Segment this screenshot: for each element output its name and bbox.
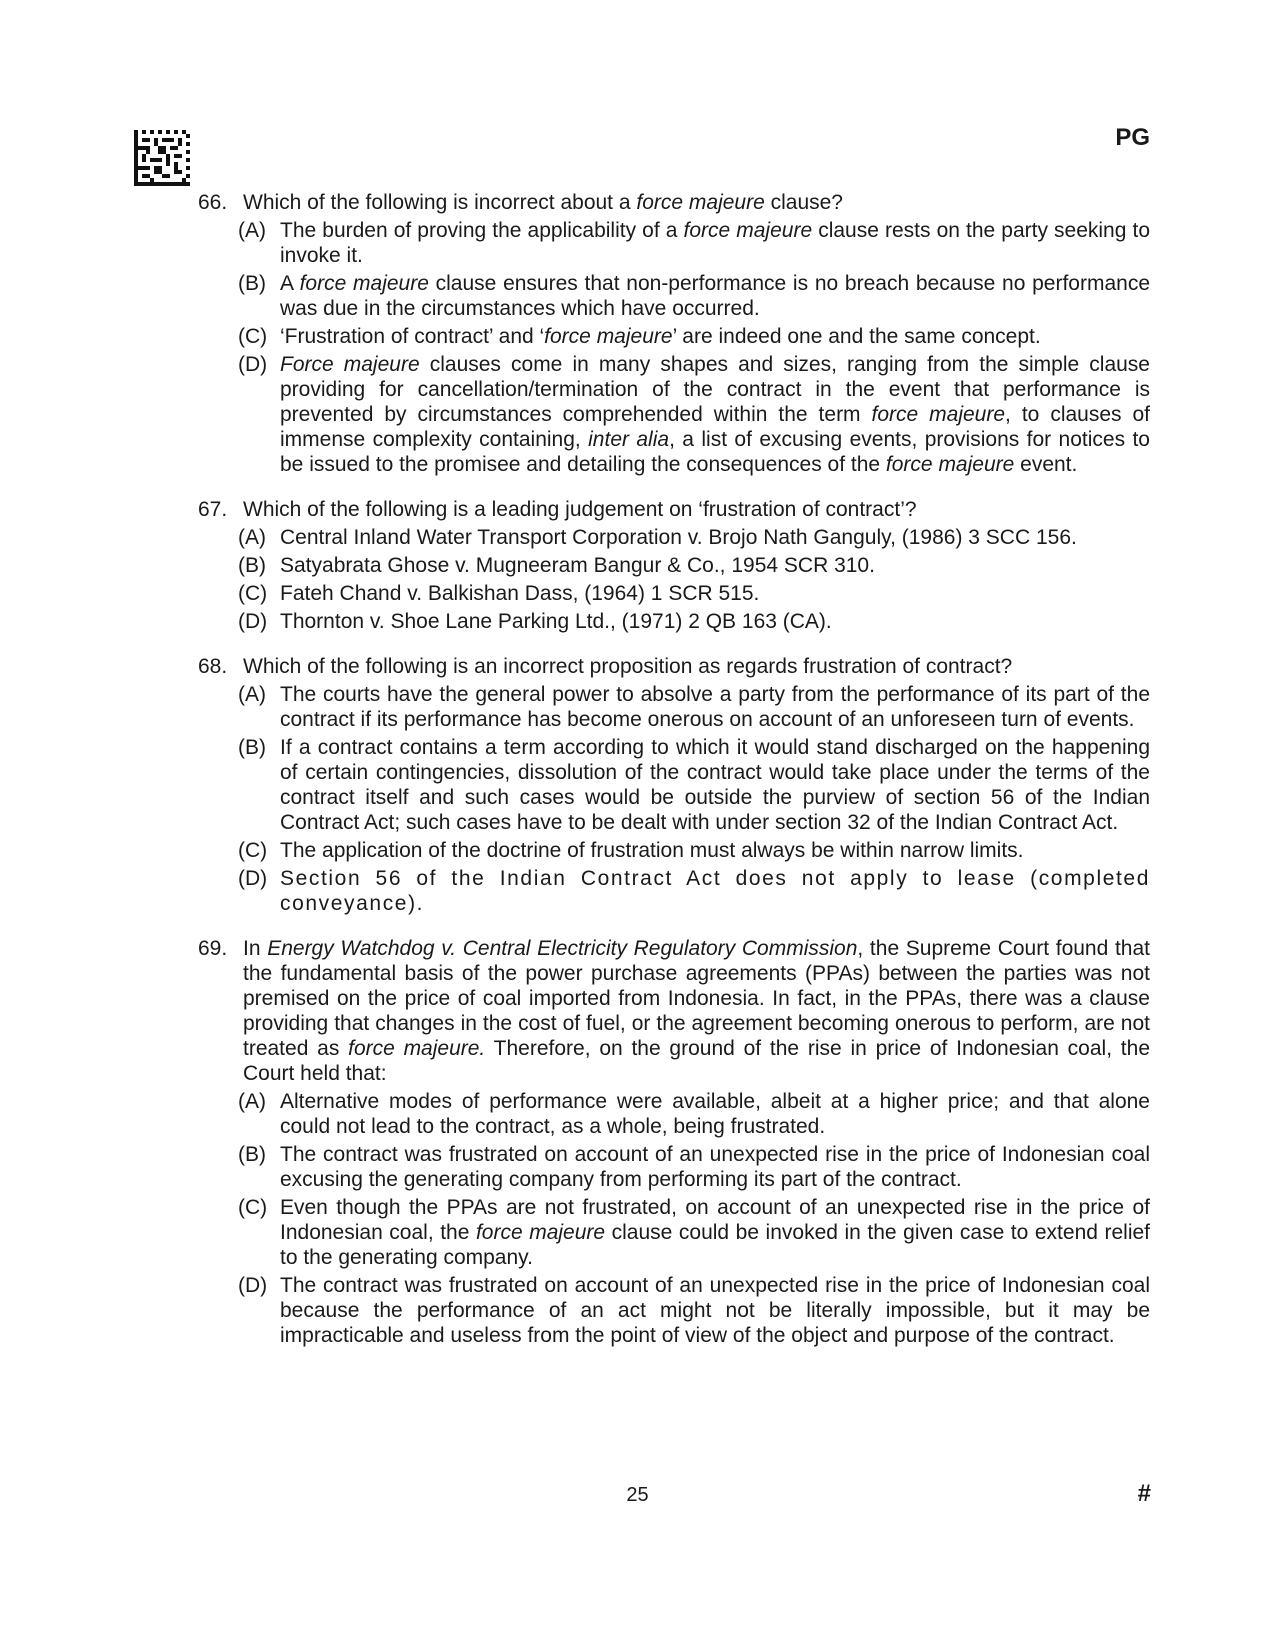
question-stem [198,190,1150,215]
option-text [280,525,1150,550]
text-run: Satyabrata Ghose v. Mugneeram Bangur & Co., 1954 SCR 310. [280,554,875,577]
option-text [280,1195,1150,1270]
question-number: 69. [198,937,228,960]
text-run: Fateh Chand v. Balkishan Dass, (1964) 1 SCR 515. [280,582,760,605]
question-list [198,190,1150,1368]
text-run: Which of the following is an incorrect proposition as regards frustration of contract? [243,655,1013,678]
option-text [280,553,1150,578]
option-text [280,866,1150,916]
option-text [280,218,1150,268]
option-c [238,324,1150,349]
series-code: PG [1115,124,1150,151]
italic-text: force majeure [683,219,813,242]
text-run: The application of the doctrine of frustration must always be within narrow limits. [280,839,1024,862]
text-run: Therefore, on the ground of the rise in price of Indonesian coal, the Court held that: [243,1037,1150,1085]
text-run: ’ are indeed one and the same concept. [672,325,1041,348]
question-69 [198,936,1150,1348]
option-label: (B) [238,1143,266,1166]
text-run: Thornton v. Shoe Lane Parking Ltd., (1971) 2 QB 163 (CA). [280,610,832,633]
option-list [238,682,1150,916]
italic-text: force majeure [871,403,1006,426]
italic-text: force majeure [544,325,673,348]
italic-text: force majeure [885,453,1015,476]
option-label: (B) [238,272,266,295]
option-label: (D) [238,610,268,633]
italic-text: inter alia [588,428,670,451]
option-label: (C) [238,325,268,348]
option-text [280,352,1150,477]
text-run: If a contract contains a term according to which it would stand discharged on the happening of certain contingencies, dissolution of the contract would take place under the terms of the contract itself and such cases would be outside the purview of section 56 of the Indian Contract Act; such cases have to be dealt with under section 32 of the Indian Contract Act. [280,736,1150,834]
option-b [238,1142,1150,1192]
option-list [238,525,1150,634]
question-stem [198,936,1150,1086]
option-list [238,1089,1150,1348]
option-label: (A) [238,1090,266,1113]
italic-text: force majeure [636,191,765,214]
option-label: (D) [238,867,268,890]
text-run: Section 56 of the Indian Contract Act does not apply to lease (completed conveyance). [280,867,1150,915]
text-run: The courts have the general power to absolve a party from the performance of its part of the contract if its performance has become onerous on account of an unforeseen turn of events. [280,683,1150,731]
option-d [238,352,1150,477]
italic-text: force majeure [475,1221,606,1244]
option-text [280,838,1150,863]
question-text [243,497,1150,522]
option-text [280,1089,1150,1139]
option-text [280,581,1150,606]
text-run: , the Supreme Court found that the fundamental basis of the power purchase agreements (PPAs) between the parties was not premised on the price of coal imported from Indonesia. In fact, in the PPAs, there was a clause providing that changes in the cost of fuel, or the agreement becoming onerous to perform, are not treated as [243,937,1150,1060]
option-c [238,838,1150,863]
text-run: The contract was frustrated on account of an unexpected rise in the price of Indonesian coal because the performance of an act might not be literally impossible, but it may be impracticable and useless from the point of view of the object and purpose of the contract. [280,1274,1150,1347]
option-label: (D) [238,353,268,376]
question-stem [198,497,1150,522]
text-run: clause ensures that non-performance is no breach because no performance was due in the circumstances which have occurred. [280,272,1150,320]
option-label: (B) [238,554,266,577]
text-run: clauses come in many shapes and sizes, ranging from the simple clause providing for cancellation/termination of the contract in the event that performance is prevented by circumstances comprehended within the term [280,353,1150,426]
question-stem [198,654,1150,679]
text-run: clause could be invoked in the given case to extend relief to the generating company. [280,1221,1150,1269]
text-run: event. [1014,453,1078,476]
italic-text: force majeure. [348,1037,486,1060]
option-label: (A) [238,219,266,242]
option-text [280,1142,1150,1192]
option-a [238,682,1150,732]
question-number: 66. [198,191,228,214]
option-a [238,218,1150,268]
page-number: 25 [626,1484,649,1506]
option-a [238,525,1150,550]
question-text [243,654,1150,679]
italic-text: Force majeure [280,353,420,376]
text-run: clause? [764,191,843,214]
text-run: , to clauses of immense complexity containing, [280,403,1151,451]
option-c [238,1195,1150,1270]
option-label: (C) [238,839,268,862]
question-68 [198,654,1150,916]
question-66 [198,190,1150,477]
option-text [280,735,1150,835]
page-mark: # [1137,1480,1151,1507]
text-run: Which of the following is incorrect about a [243,191,637,214]
option-text [280,609,1150,634]
option-d [238,1273,1150,1348]
option-b [238,271,1150,321]
option-text [280,682,1150,732]
question-number: 67. [198,498,228,521]
option-text [280,324,1150,349]
option-b [238,553,1150,578]
question-number: 68. [198,655,228,678]
text-run: Alternative modes of performance were available, albeit at a higher price; and that alone could not lead to the contract, as a whole, being frustrated. [280,1090,1150,1138]
option-label: (C) [238,582,268,605]
option-d [238,609,1150,634]
text-run: , a list of excusing events, provisions for notices to be issued to the promisee and detailing the consequences of the [280,428,1150,476]
option-a [238,1089,1150,1139]
option-d [238,866,1150,916]
text-run: A [280,272,300,295]
text-run: Even though the PPAs are not frustrated, on account of an unexpected rise in the price of Indonesian coal, the [280,1196,1150,1244]
option-c [238,581,1150,606]
text-run: Which of the following is a leading judgement on ‘frustration of contract’? [243,498,917,521]
option-text [280,1273,1150,1348]
text-run: Central Inland Water Transport Corporation v. Brojo Nath Ganguly, (1986) 3 SCC 156. [280,526,1077,549]
option-text [280,271,1150,321]
text-run: The contract was frustrated on account of an unexpected rise in the price of Indonesian coal excusing the generating company from performing its part of the contract. [280,1143,1150,1191]
italic-text: force majeure [299,272,429,295]
question-67 [198,497,1150,634]
option-label: (A) [238,683,266,706]
question-text [243,936,1150,1086]
option-label: (D) [238,1274,268,1297]
option-label: (C) [238,1196,268,1219]
option-label: (B) [238,736,266,759]
option-list [238,218,1150,477]
option-b [238,735,1150,835]
option-label: (A) [238,526,266,549]
text-run: The burden of proving the applicability of a [280,219,684,242]
question-text [243,190,1150,215]
italic-text: Energy Watchdog v. Central Electricity Regulatory Commission [267,937,858,960]
text-run: In [243,937,268,960]
text-run: ‘Frustration of contract’ and ‘ [280,325,545,348]
text-run: clause rests on the party seeking to invoke it. [280,219,1150,267]
datamatrix-code-icon [134,130,190,186]
